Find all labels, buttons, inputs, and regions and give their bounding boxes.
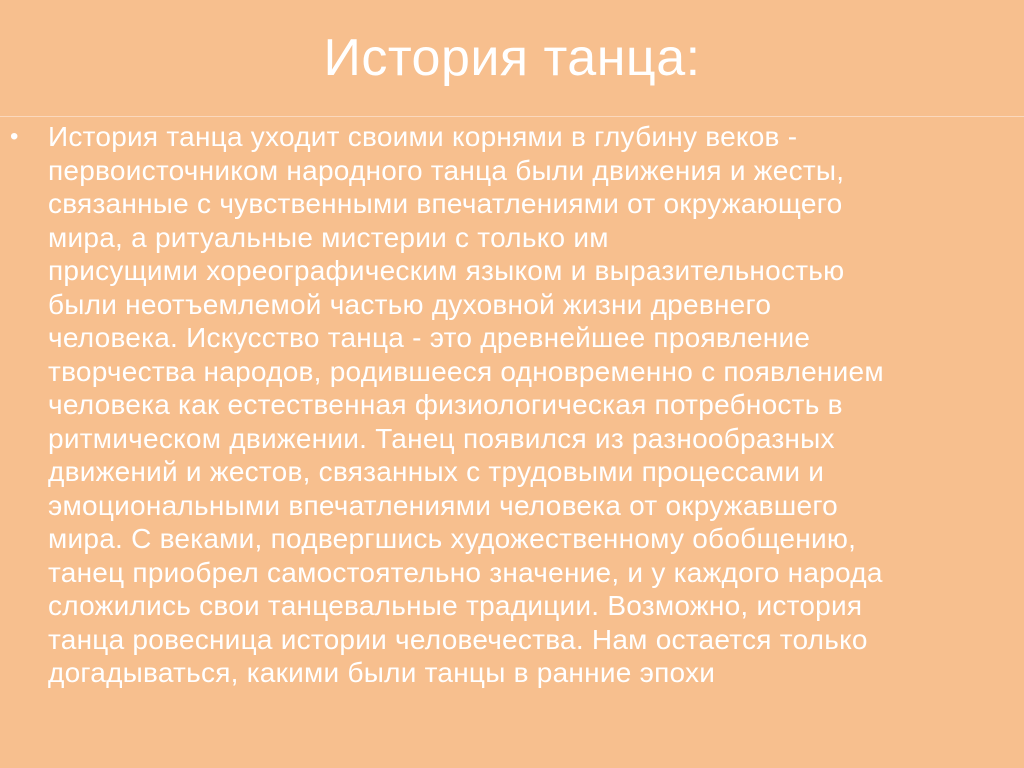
bullet-marker: • (10, 123, 19, 150)
body-paragraph: История танца уходит своими корнями в глубину веков - первоисточником народного танца были движения и жесты, связанные с чувственными впечатлениями от окружающего мира, а ритуальные мистерии с только им присущими хореографическим языком и выразительностью были неотъемлемой частью духовной жизни древнего человека. Искусство танца - это древнейшее проявление творчества народов, родившееся одновременно с появлением человека как естественная физиологическая потребность в ритмическом движении. Танец появился из разнообразных движений и жестов, связанных с трудовыми процессами и эмоциональными впечатлениями человека от окружавшего мира. С веками, подвергшись художественному обобщению, танец приобрел самостоятельно значение, и у каждого народа сложились свои танцевальные традиции. Возможно, история танца ровесница истории человечества. Нам остается только догадываться, какими были танцы в ранние эпохи (48, 121, 884, 688)
title-area (0, 0, 1024, 117)
slide-title: История танца: (323, 29, 701, 87)
